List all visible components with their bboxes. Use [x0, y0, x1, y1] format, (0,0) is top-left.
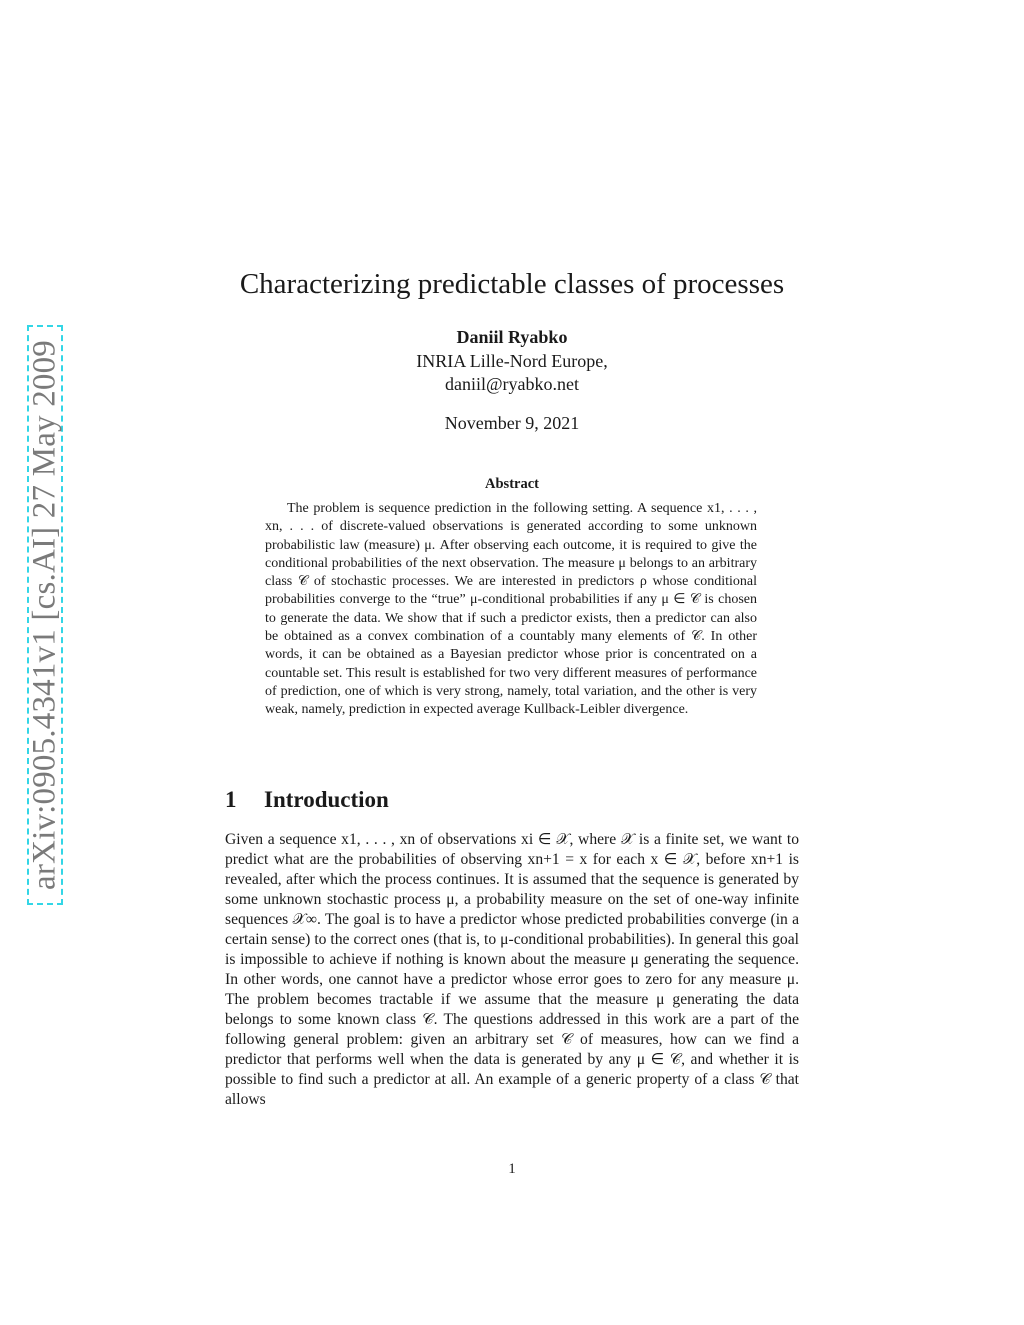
section-title: Introduction: [264, 787, 389, 812]
author-email: daniil@ryabko.net: [444, 374, 580, 394]
abstract-heading: Abstract: [485, 476, 539, 492]
arxiv-identifier: arXiv:0905.4341v1 [cs.AI] 27 May 2009: [26, 340, 63, 890]
section-body-text: Given a sequence x1, . . . , xn of observations xi ∈ 𝒳, where 𝒳 is a finite set, we want to predict what are the probabilities of observing xn+1 = x for each x ∈ 𝒳, before xn+1 is revealed, after which the process continues. It is assumed that the sequence is generated by some unknown stochastic process μ, a probability measure on the set of one-way infinite sequences 𝒳∞. The goal is to have a predictor whose predicted probabilities converge (in a certain sense) to the correct ones (that is, to μ-conditional probabilities). In general this goal is impossible to achieve if nothing is known about the measure μ generating the sequence. In other words, one cannot have a predictor whose error goes to zero for any measure μ. The problem becomes tractable if we assume that the measure μ generating the data belongs to some known class 𝒞. The questions addressed in this work are a part of the following general problem: given an arbitrary set 𝒞 of measures, how can we find a predictor that performs well when the data is generated by any μ ∈ 𝒞, and whether it is possible to find such a predictor at all. An example of a generic property of a class 𝒞 that allows: [225, 831, 799, 1108]
page-number: 1: [508, 1161, 516, 1177]
section-heading: [225, 787, 799, 813]
section-number: 1: [225, 787, 237, 812]
paper-title: Characterizing predictable classes of processes: [239, 268, 785, 300]
arxiv-stamp: [27, 325, 63, 905]
paper-date: November 9, 2021: [444, 413, 580, 433]
abstract-text: The problem is sequence prediction in the following setting. A sequence x1, . . . , xn, . . . of discrete-valued observations is generated according to some unknown probabilistic law (measure) μ. After observing each outcome, it is required to give the conditional probabilities of the next observation. The measure μ belongs to an arbitrary class 𝒞 of stochastic processes. We are interested in predictors ρ whose conditional probabilities converge to the “true” μ-conditional probabilities if any μ ∈ 𝒞 is chosen to generate the data. We show that if such a predictor exists, then a predictor can also be obtained as a convex combination of a countably many elements of 𝒞. In other words, it can be obtained as a Bayesian predictor whose prior is concentrated on a countable set. This result is established for two very different measures of performance of prediction, one of which is very strong, namely, total variation, and the other is very weak, namely, prediction in expected average Kullback-Leibler divergence.: [265, 501, 757, 718]
author-affiliation: INRIA Lille-Nord Europe,: [416, 351, 608, 371]
author-name: Daniil Ryabko: [456, 327, 568, 347]
